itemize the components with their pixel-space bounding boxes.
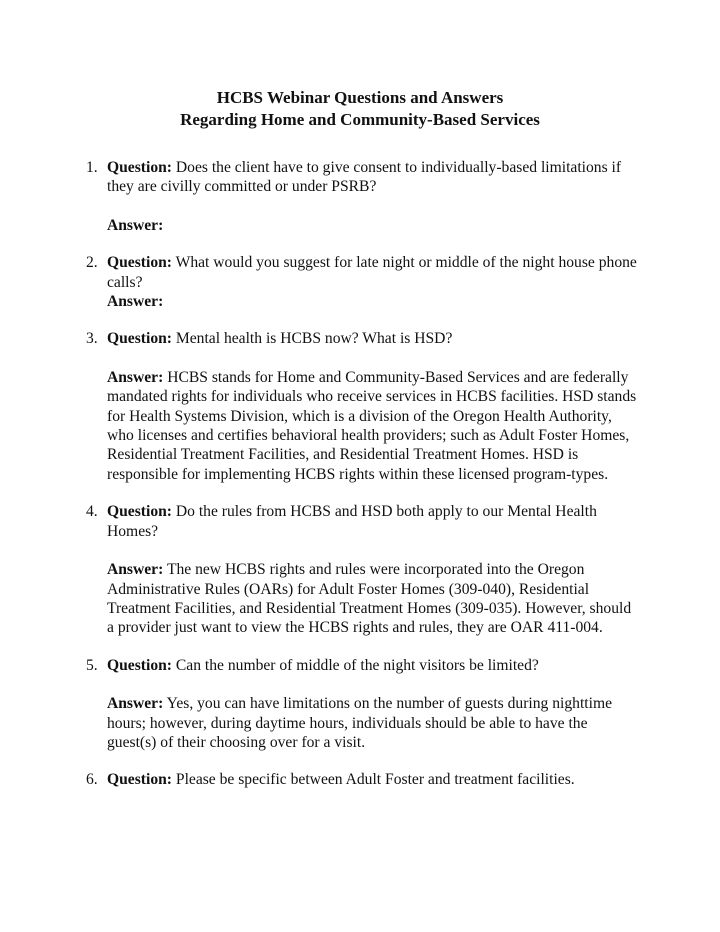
question-text: What would you suggest for late night or middle of the night house phone calls?: [107, 254, 637, 291]
qa-item-6: [0, 770, 720, 789]
answer: [107, 368, 638, 484]
qa-item-1: [0, 158, 720, 235]
question: [107, 656, 638, 675]
question-label: Question:: [107, 159, 172, 176]
question-text: Can the number of middle of the night visitors be limited?: [175, 656, 539, 674]
question: [107, 158, 638, 197]
qa-item-2: [0, 253, 720, 311]
question: [107, 770, 638, 789]
answer-label: Answer:: [107, 216, 164, 234]
answer: [107, 292, 638, 311]
answer: [107, 560, 638, 638]
question-text: Please be specific between Adult Foster and treatment facilities.: [175, 771, 575, 789]
answer-label: Answer:: [107, 368, 164, 386]
answer-text: HCBS stands for Home and Community-Based Services and are federally mandated rights for individuals who receive services in HCBS facilities. HSD stands for Health Systems Division, which is a division of the Oregon Health Authority, who licenses and certifies behavioral health providers; such as Adult Foster Homes, Residential Treatment Facilities, and Residential Treatment Homes. HSD is responsible for implementing HCBS rights within these licensed program-types.: [107, 368, 637, 483]
title-line-2: Regarding Home and Community-Based Services: [180, 110, 540, 129]
answer-label: Answer:: [107, 561, 164, 579]
question-label: Question:: [107, 330, 172, 348]
question-label: Question:: [107, 254, 172, 272]
answer-text: Yes, you can have limitations on the number of guests during nighttime hours; however, during daytime hours, individuals should be able to have the guest(s) of their choosing over for a visit.: [107, 695, 613, 751]
question-label: Question:: [107, 771, 172, 789]
qa-number: 3.: [86, 330, 98, 348]
answer: [107, 694, 638, 752]
qa-item-5: [0, 656, 720, 753]
qa-number: 6.: [86, 771, 98, 789]
qa-number: 4.: [86, 503, 98, 521]
answer-text: The new HCBS rights and rules were incorporated into the Oregon Administrative Rules (OARs) for Adult Foster Homes (309-040), Residential Treatment Facilities, and Residential Treatment Homes (309-035). However, should a provider just want to view the HCBS rights and rules, they are OAR 411-004.: [107, 561, 632, 637]
title-line-1: HCBS Webinar Questions and Answers: [216, 88, 504, 107]
question-label: Question:: [107, 503, 172, 521]
answer-label: Answer:: [107, 695, 164, 713]
question-text: Do the rules from HCBS and HSD both apply to our Mental Health Homes?: [107, 503, 597, 540]
document-title: [0, 87, 720, 131]
answer: [107, 216, 638, 235]
answer-label: Answer:: [107, 293, 164, 311]
question: [107, 253, 638, 292]
qa-item-4: [0, 502, 720, 637]
qa-number: 2.: [86, 254, 98, 272]
question: [107, 502, 638, 541]
qa-number: 1.: [86, 159, 98, 176]
question: [107, 329, 638, 348]
question-label: Question:: [107, 656, 172, 674]
qa-list: [0, 158, 720, 808]
question-text: Mental health is HCBS now? What is HSD?: [175, 330, 453, 348]
qa-number: 5.: [86, 656, 98, 674]
qa-item-3: [0, 329, 720, 484]
question-text: Does the client have to give consent to individually-based limitations if they are civilly committed or under PSRB?: [107, 159, 622, 196]
